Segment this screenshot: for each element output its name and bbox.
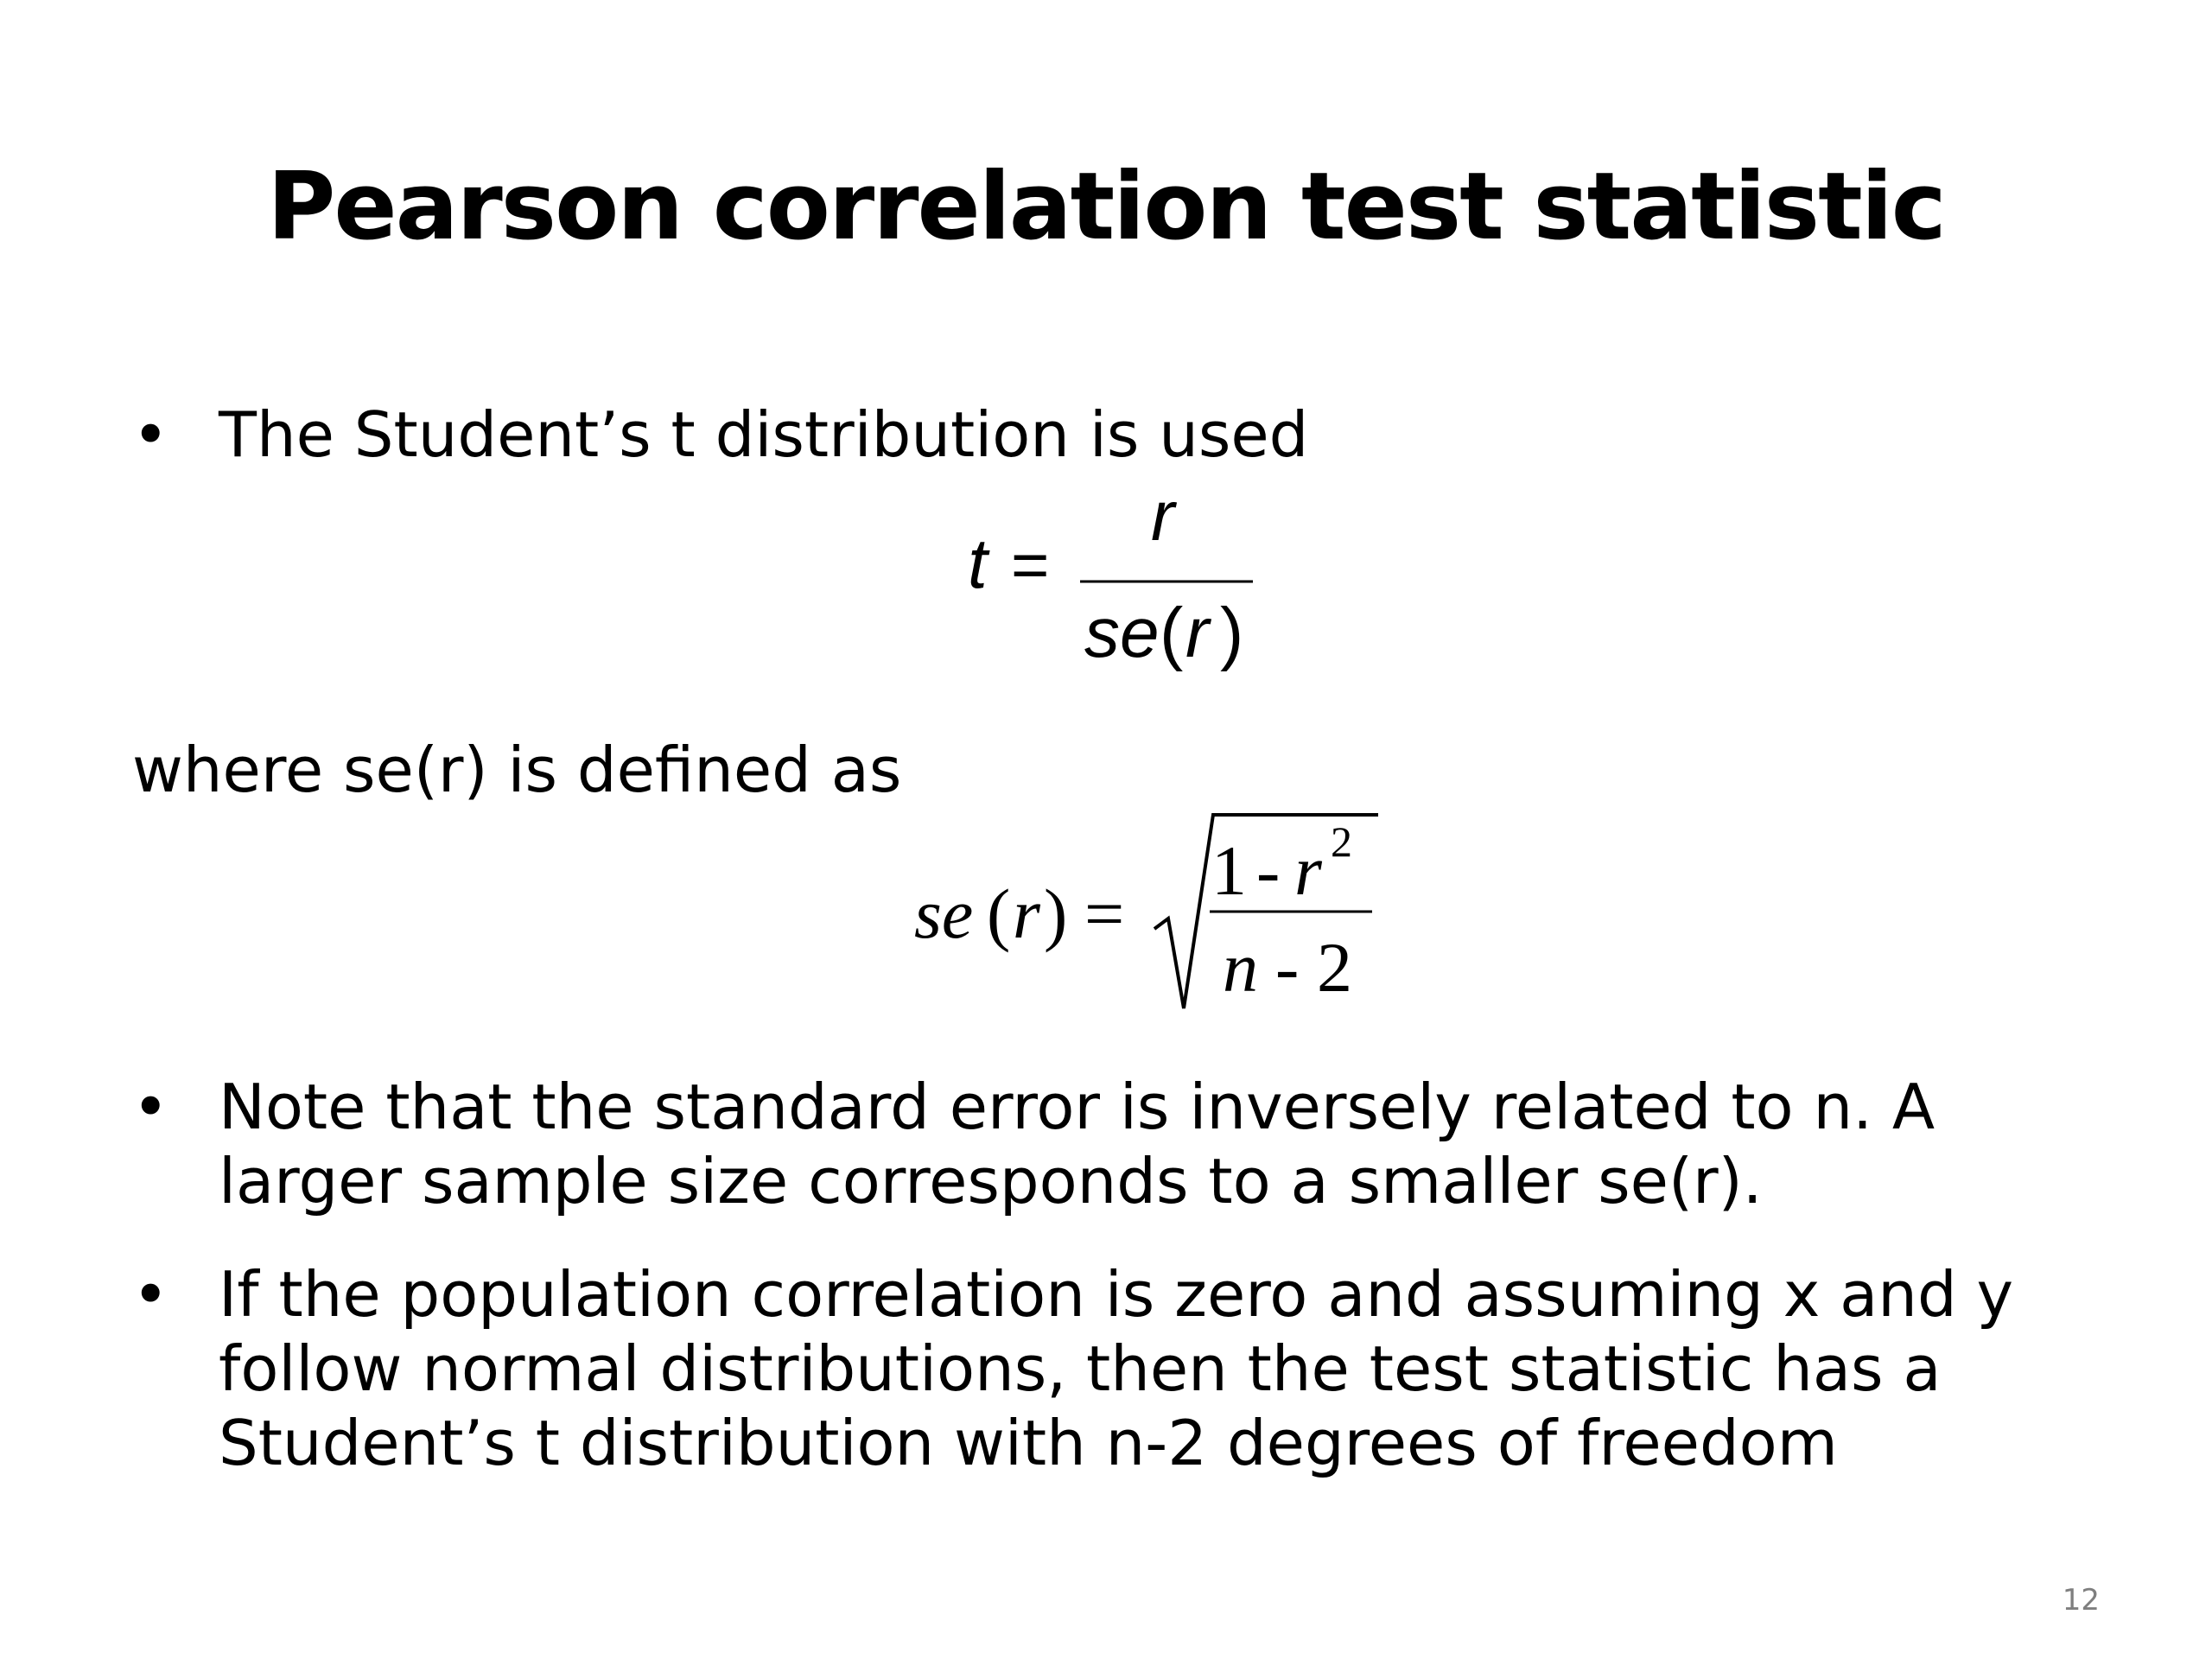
formula1-lhs: t bbox=[968, 524, 988, 603]
bullet-3-line-2: follow normal distributions, then the test statistic has a bbox=[219, 1332, 1942, 1405]
where-line-text: where se(r) is defined as bbox=[132, 734, 902, 806]
bullet-1-text: The Student’s t distribution is used bbox=[219, 398, 1309, 471]
formula2-den-minus: - bbox=[1275, 928, 1300, 1007]
formula2-num-minus: - bbox=[1256, 831, 1281, 910]
formula2-num-one: 1 bbox=[1211, 831, 1247, 910]
formula2-equals: = bbox=[1084, 874, 1125, 953]
formula2-lhs-r: r bbox=[1013, 874, 1040, 953]
standard-error-formula bbox=[899, 808, 1400, 1024]
t-statistic-formula bbox=[950, 493, 1279, 691]
bullet-marker-3: • bbox=[132, 1258, 169, 1331]
formula2-den-n: n bbox=[1223, 928, 1258, 1007]
formula2-lhs-paren-close: ) bbox=[1044, 874, 1068, 953]
formula2-lhs-paren-open: ( bbox=[987, 874, 1011, 953]
bullet-marker-2: • bbox=[132, 1071, 169, 1143]
formula1-numerator: r bbox=[1151, 493, 1175, 556]
formula2-num-r: r bbox=[1294, 831, 1322, 910]
formula1-denominator-paren-close: ) bbox=[1220, 594, 1244, 672]
formula2-den-two: 2 bbox=[1317, 928, 1352, 1007]
formula1-denominator-r: r bbox=[1185, 594, 1210, 672]
bullet-3-line-3: Student’s t distribution with n-2 degrees of freedom bbox=[219, 1407, 1838, 1479]
formula1-equals: = bbox=[1011, 529, 1050, 602]
formula2-num-exponent: 2 bbox=[1331, 817, 1352, 866]
bullet-marker-1: • bbox=[132, 398, 169, 471]
slide-title: Pearson correlation test statistic bbox=[267, 153, 1945, 261]
bullet-3-line-1: If the population correlation is zero and assuming x and y bbox=[219, 1258, 2014, 1331]
formula1-denominator-se: se bbox=[1084, 594, 1160, 672]
formula2-lhs-se: se bbox=[914, 874, 974, 953]
page-number: 12 bbox=[2062, 1583, 2100, 1618]
bullet-2-line-2: larger sample size corresponds to a smaller se(r). bbox=[219, 1145, 1763, 1217]
formula1-denominator-paren-open: ( bbox=[1160, 594, 1184, 672]
bullet-2-line-1: Note that the standard error is inversely related to n. A bbox=[219, 1071, 1936, 1143]
